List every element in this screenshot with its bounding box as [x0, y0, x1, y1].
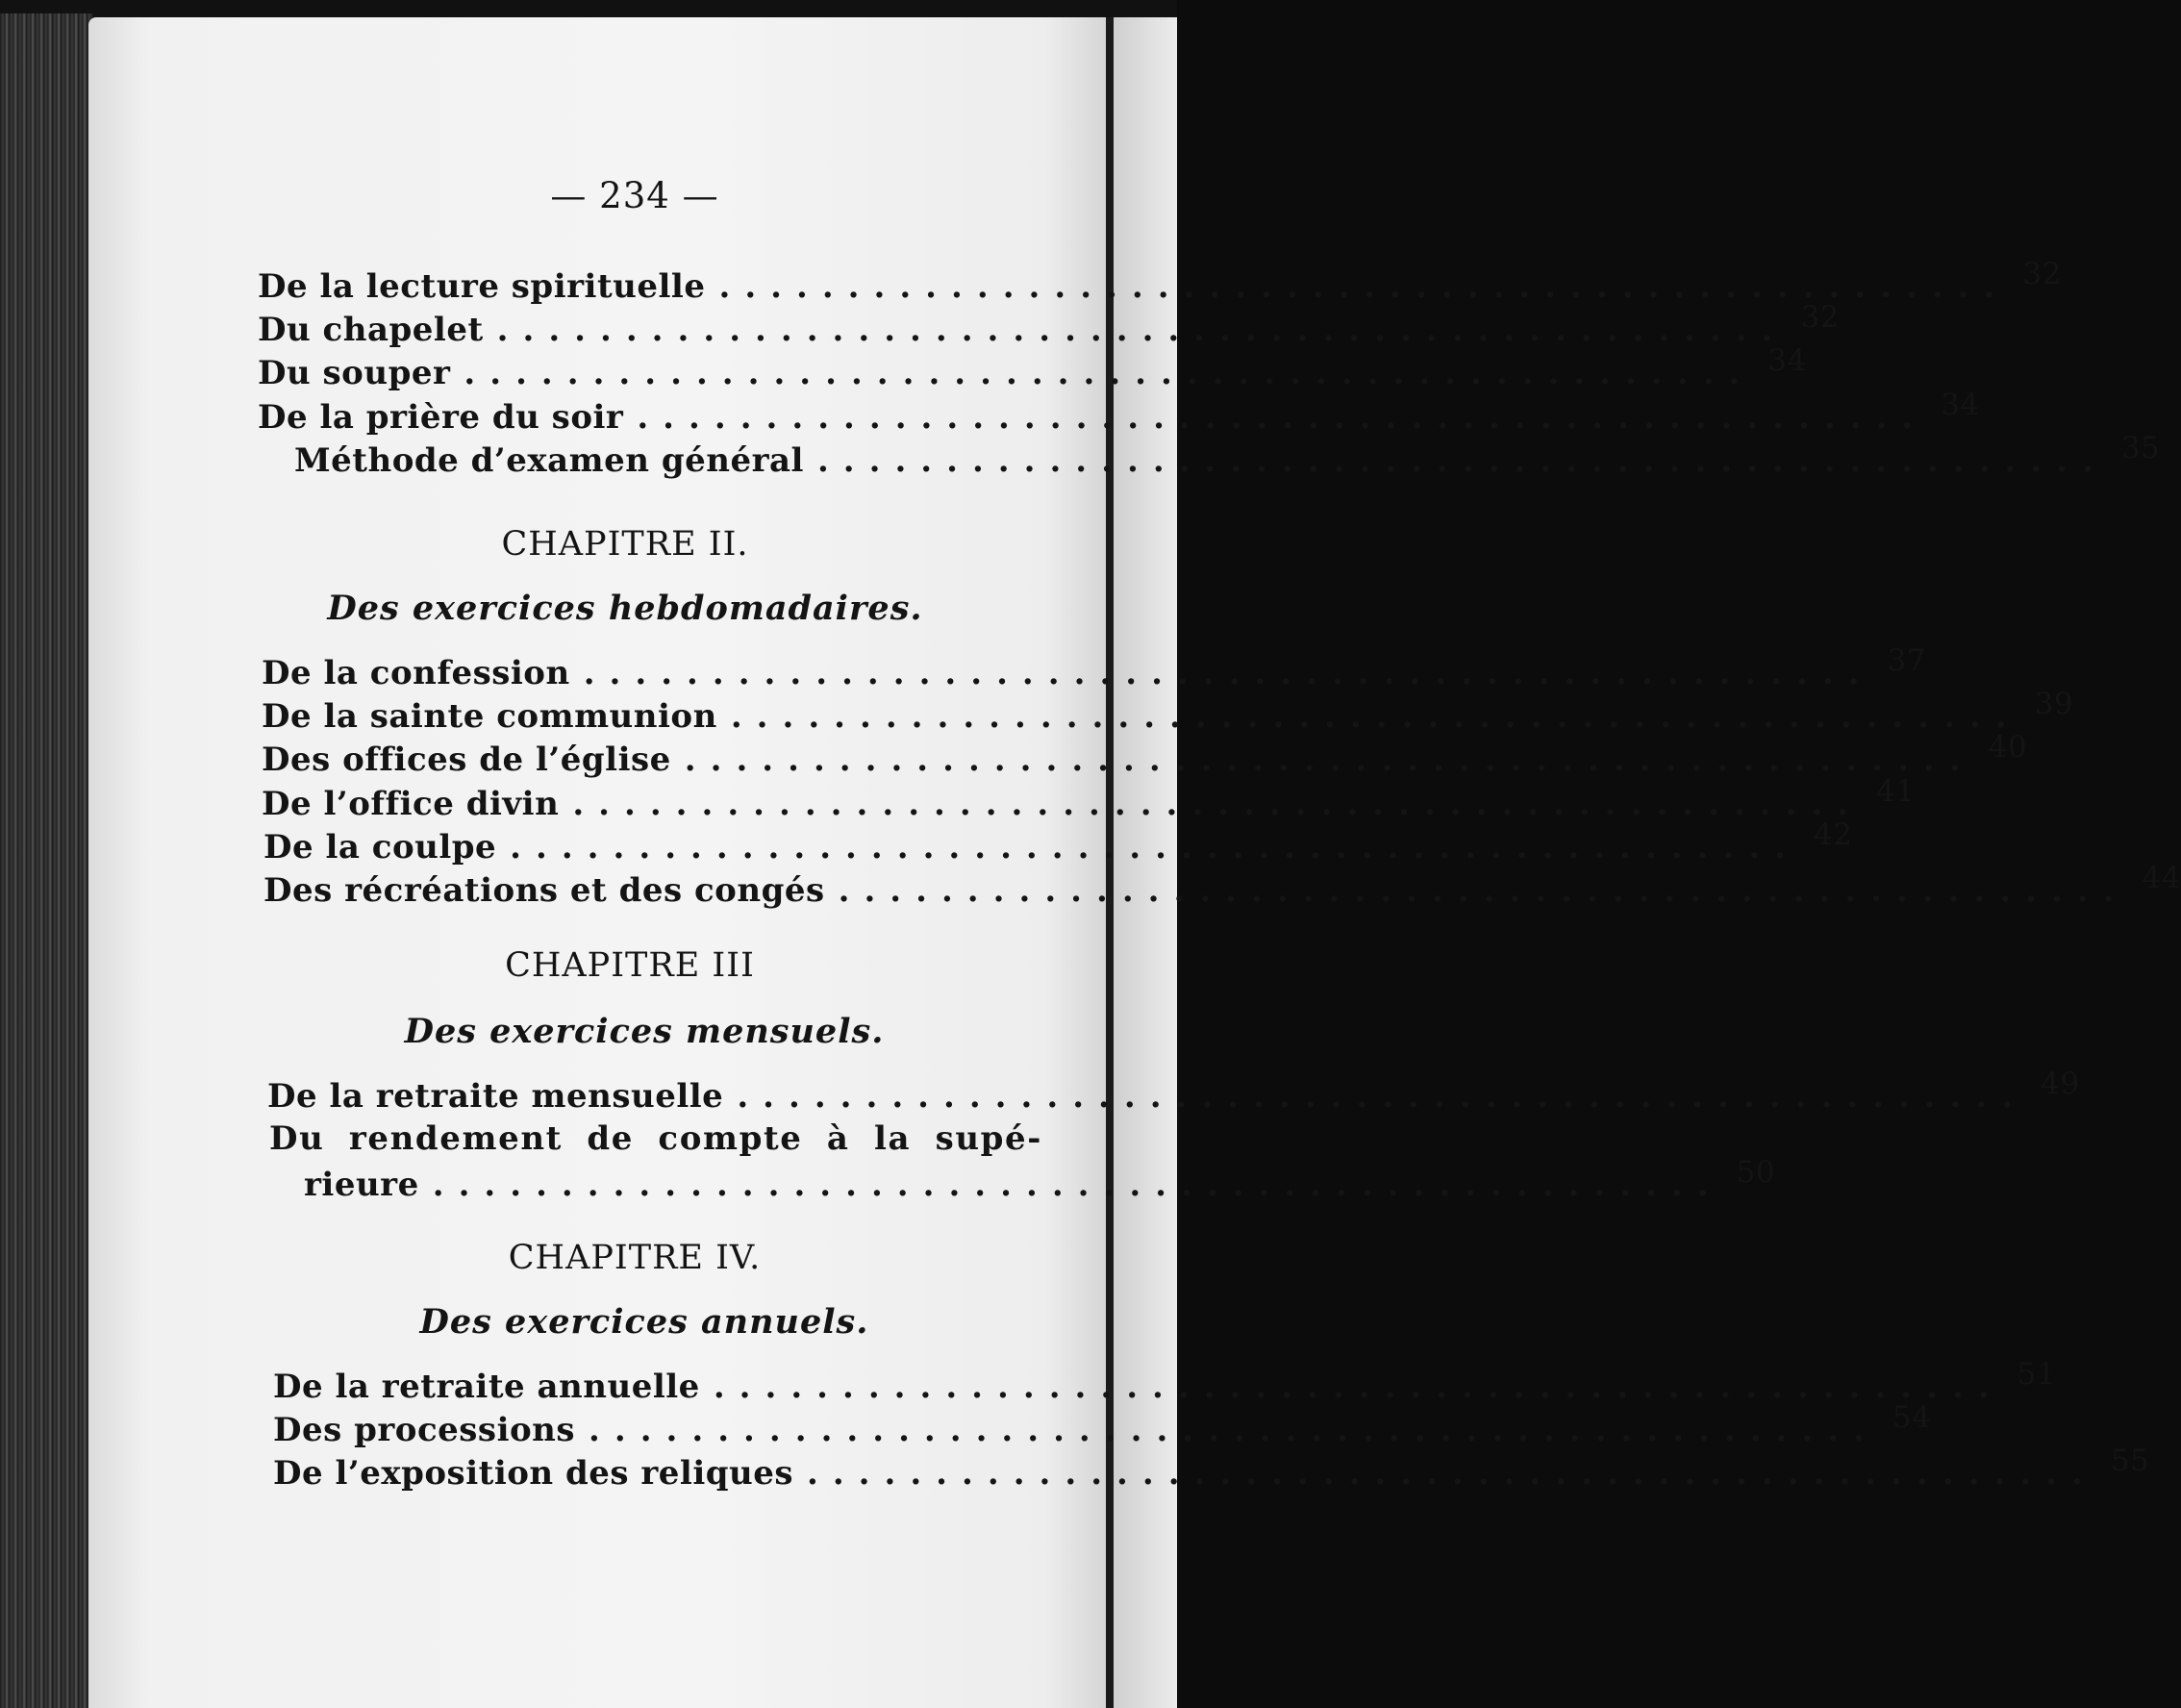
toc-entry-title: De l’exposition des reliques: [273, 1454, 793, 1493]
toc-entry-title: De la coulpe: [263, 828, 497, 867]
chapter-subtitle: Des exercices hebdomadaires.: [327, 589, 923, 628]
leader-dots: ..................................................: [807, 1454, 2097, 1493]
toc-entry-page: 55: [2110, 1444, 2150, 1478]
toc-entry-title: Du chapelet: [258, 311, 484, 349]
toc-entry-title: De la retraite mensuelle: [267, 1077, 724, 1116]
chapter-subtitle: Des exercices mensuels.: [404, 1012, 885, 1051]
toc-entry-title: Des offices de l’église: [262, 741, 671, 779]
toc-entry: [273, 1357, 2057, 1406]
toc-entry-page: 34: [1941, 388, 1980, 422]
toc-entry-page: 44: [2142, 861, 2181, 895]
toc-entry: [273, 1400, 1932, 1449]
chapter-heading: CHAPITRE III: [505, 946, 755, 985]
leader-dots: ..................................................: [464, 354, 1755, 392]
toc-entry-title: Des récréations et des congés: [263, 871, 825, 910]
toc-entry: [262, 643, 1927, 692]
leader-dots: ..................................................: [737, 1077, 2028, 1116]
chapter-heading: CHAPITRE II.: [501, 525, 749, 564]
leader-dots: ..................................................: [510, 828, 1801, 867]
leader-dots: ..................................................: [730, 697, 2021, 736]
toc-entry-title: De la confession: [262, 654, 570, 692]
toc-entry-continuation: [304, 1155, 1776, 1204]
toc-entry-page: 34: [1767, 343, 1807, 378]
toc-entry-title: Méthode d’examen général: [294, 441, 804, 480]
toc-entry-title: De la prière du soir: [258, 398, 624, 437]
toc-entry: [263, 861, 2181, 910]
toc-entry: [263, 817, 1853, 867]
leader-dots: ..................................................: [713, 1368, 2004, 1406]
toc-entry: [258, 388, 1980, 437]
leader-dots: ..................................................: [589, 1411, 1879, 1449]
toc-entry-title: Des processions: [273, 1411, 576, 1449]
toc-entry-page: 39: [2034, 687, 2074, 721]
leader-dots: ..................................................: [637, 398, 1928, 437]
toc-entry-title: De la lecture spirituelle: [258, 267, 706, 306]
toc-entry: [258, 343, 1807, 392]
toc-entry-title: De la retraite annuelle: [273, 1368, 700, 1406]
leader-dots: ..................................................: [432, 1166, 1723, 1204]
leader-dots: ..................................................: [816, 441, 2108, 480]
toc-entry-page: 32: [1800, 300, 1840, 335]
toc-entry-title: De l’office divin: [262, 785, 560, 823]
toc-entry-title: De la sainte communion: [262, 697, 717, 736]
leader-dots: ..................................................: [583, 654, 1874, 692]
toc-entry-page: 49: [2041, 1067, 2080, 1101]
toc-entry-page: 32: [2022, 257, 2062, 291]
book-page-edges: [0, 13, 92, 1708]
toc-entry: [258, 257, 2062, 306]
toc-entry-page: 42: [1814, 817, 1853, 852]
toc-entry: [273, 1444, 2150, 1493]
toc-entry: [262, 687, 2074, 736]
toc-entry: [262, 730, 2028, 779]
leader-dots: ..................................................: [718, 267, 2010, 306]
toc-entry-first-line: Du rendement de compte à la supé-: [269, 1119, 1042, 1158]
toc-entry: [262, 774, 1916, 823]
toc-entry-page: 35: [2120, 431, 2161, 465]
toc-entry-page: 40: [1988, 730, 2028, 765]
toc-entry: [267, 1067, 2080, 1116]
toc-entry-page: 54: [1892, 1400, 1932, 1435]
chapter-heading: CHAPITRE IV.: [508, 1239, 762, 1277]
leader-dots: ..................................................: [496, 311, 1788, 349]
leader-dots: ..................................................: [684, 741, 1975, 779]
toc-entry-title: rieure: [304, 1166, 419, 1204]
toc-entry: [258, 300, 1840, 349]
toc-entry-page: 37: [1887, 643, 1927, 678]
chapter-subtitle: Des exercices annuels.: [419, 1302, 869, 1342]
toc-entry-title: Du souper: [258, 354, 451, 392]
page-number: — 234 —: [550, 175, 719, 216]
leader-dots: ..................................................: [572, 785, 1864, 823]
leader-dots: ..................................................: [838, 871, 2129, 910]
toc-entry-page: 41: [1876, 774, 1916, 809]
toc-entry-indented: [294, 431, 2161, 480]
toc-entry-page: 51: [2017, 1357, 2057, 1392]
toc-entry-page: 50: [1736, 1155, 1776, 1190]
